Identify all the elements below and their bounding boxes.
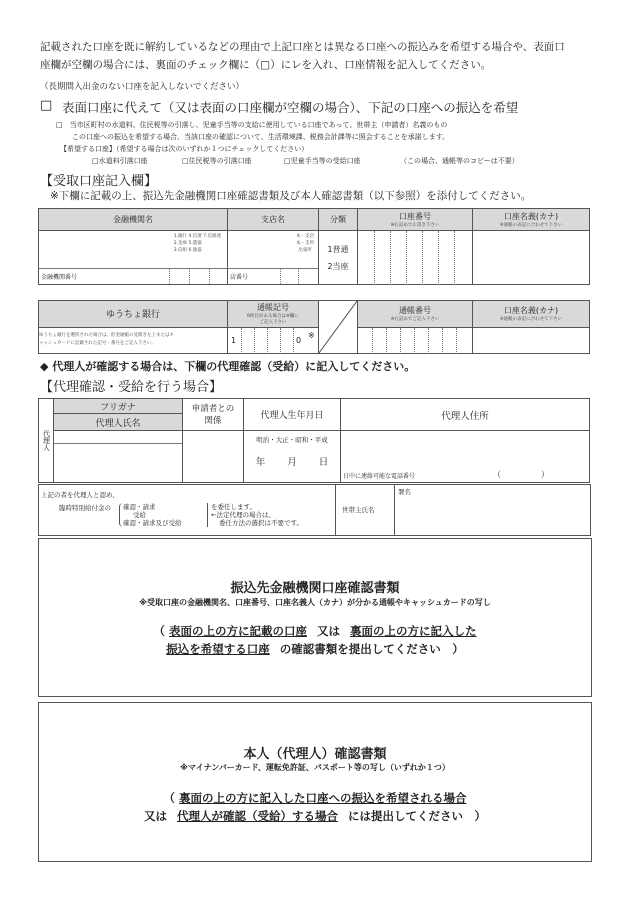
passbook-note-2: ご記入下さい [259,320,287,326]
passbook-number-label: 通帳番号 [399,306,431,316]
type-checking[interactable]: 2当座 [327,261,349,271]
branch-kind-3: 出張所 [298,248,312,253]
holder-name-cell[interactable] [473,231,590,285]
doc2-agent-case: 代理人が確認（受給）する場合 [177,809,338,823]
bank-doc-note: ※受取口座の金融機関名、口座番号、口座名義人（カナ）が分かる通帳やキャッシュカードの写し [139,598,491,607]
header-holder-note: ※通帳の表記に合わせて下さい [499,223,563,228]
dob-day: 日 [318,457,329,468]
receive-note: ※下欄に記載の上、振込先金融機関口座確認書類及び本人確認書類（以下参照）を添付してください。 [50,190,532,202]
option-heading: 表面口座に代えて（又は表面の口座欄が空欄の場合）、下記の口座への振込を希望 [62,100,519,115]
legal-note-1: ←法定代理の場合は、 [211,511,275,519]
branch-code-label: 店番号 [230,274,249,281]
doc1-front-account: 表面の上の方に記載の口座 [168,624,307,638]
delegation-box [38,484,336,536]
doc2-back-account: 裏面の上の方に記入した口座への振込を希望される場合 [179,791,467,805]
bank-code-label: 金融機関番号 [41,274,78,281]
agent-notice: ◆ 代理人が確認する場合は、下欄の代理確認（受給）に記入してください。 [40,360,416,373]
option-both[interactable]: 確認・請求及び受給 [123,519,182,527]
era-options[interactable]: 明治・大正・昭和・平成 [256,436,328,444]
yucho-note-2: ャッシュカードに記載された記号・番号をご記入下さい。 [39,341,156,347]
yucho-note-1: ゆうちょ銀行を選択された場合は、貯金通帳の見開き左上またはキ [39,333,174,339]
yucho-holder-label: 口座名義(カナ) [503,306,559,316]
bank-name-cell[interactable] [39,231,228,285]
dob-month: 月 [287,457,297,468]
passbook-note: 6桁目がある場合は※欄に [247,314,299,320]
id-doc-box [38,702,592,862]
passbook-number-note: ※右詰めでご記入下さい [390,317,440,323]
agent-name-cell[interactable] [54,431,183,483]
delegate-text: 上記の者を代理人と認め、 [41,491,119,499]
relation-label-2: 関係 [204,415,222,426]
choice-tax[interactable]: □住民税等の引落口座 [182,157,252,165]
header-branch: 支店名 [228,209,319,231]
doc2-paren: （ [163,791,175,805]
bank-table [38,208,590,285]
delegate-label: 臨時特別給付金の [59,504,111,512]
dob-year: 年 [255,457,266,468]
legal-note-2: 委任方法の選択は不要です。 [219,519,303,527]
doc1-submit-text: の確認書類を提出してください ） [279,642,464,656]
intro-line-2: 座欄が空欄の場合には、裏面のチェック欄に（□）にレを入れ、口座情報を記入してください。 [40,59,492,71]
bank-kind-1: 1.銀行 4.信連 7.信漁連 [173,234,221,239]
sign-label: 署名 [398,488,411,496]
option-sub-2: この口座への振込を希望する場合、当該口座の確認について、生活環境課、税務会計課等に照会することを承諾します。 [72,133,450,141]
relation-label-1: 申請者との [191,403,235,414]
yucho-label: ゆうちょ銀行 [39,301,228,328]
choice-child[interactable]: □児童手当等の受給口座 [284,157,361,165]
receive-title: 【受取口座記入欄】 [40,174,158,189]
header-bank: 金融機関名 [39,209,228,231]
furigana-label: フリガナ [54,399,183,414]
doc2-or: 又は [143,809,167,823]
choice-water[interactable]: □水道料引落口座 [92,157,148,165]
branch-kind-2: 本・支所 [296,241,314,246]
agent-table [38,398,590,483]
choice-note: （この場合、通帳等のコピーは不要） [400,157,519,165]
head-sign-cell[interactable] [394,484,591,536]
id-doc-note: ※マイナンバーカード、運転免許証、パスポート等の写し（いずれか１つ） [180,763,450,772]
relation-cell[interactable] [183,431,244,483]
passbook-digit-1: 1 [231,335,237,345]
type-regular[interactable]: 1普通 [327,244,349,254]
head-label-cell [334,484,395,536]
passbook-symbol-cell[interactable] [228,327,319,354]
header-type: 分類 [319,209,358,231]
doc2-submit-text: には提出してください ） [348,809,487,823]
agent-side-label: 代理人 [39,399,54,483]
doc1-back-account: 裏面の上の方に記入した [350,624,477,638]
intro-line-3: （長期間入出金のない口座を記入しないでください） [40,82,245,92]
diagonal-cell [319,301,358,354]
doc1-desired-account: 振込を希望する口座 [166,642,270,656]
yucho-holder-cell[interactable] [473,327,590,354]
bank-doc-box [38,538,592,697]
dob-label: 代理人生年月日 [244,399,341,431]
yucho-table [38,300,590,354]
option-sub-1: □ 当市区町村の水道料、住民税等の引落し、児童手当等の支給に使用している口座であって、世帯主（申請者）名義のもの [56,121,448,129]
branch-kind-1: 本・支店 [296,234,314,239]
account-number-cell[interactable] [358,231,473,285]
passbook-number-cell[interactable] [358,327,473,354]
header-account: 口座番号 [399,212,431,221]
agent-title: 【代理確認・受給を行う場合】 [40,380,223,395]
type-cell[interactable] [319,231,358,285]
address-label: 代理人住所 [341,399,590,431]
header-account-note: ※右詰めでお書き下さい [390,223,440,228]
option-receive[interactable]: 受給 [133,511,146,519]
passbook-digit-0: 0 [296,335,302,345]
option-sub-3: 【希望する口座】（希望する場合は次のいずれか１つにチェックしてください） [60,145,309,153]
phone-field[interactable]: （ ） [493,470,549,479]
phone-label: 日中に連絡可能な電話番号 [343,473,416,480]
entrust-text: を委任します。 [211,503,256,511]
yucho-holder-note: ※通帳の表記に合わせて下さい [499,317,563,323]
agent-name-label: 代理人氏名 [54,414,183,431]
dob-cell[interactable] [244,431,341,483]
header-holder: 口座名義(カナ) [503,212,559,221]
bank-kind-2: 2.金庫 5.農協 [173,241,202,246]
branch-name-cell[interactable] [228,231,319,285]
bank-kind-3: 3.信組 6.漁協 [173,248,202,253]
doc1-paren: （ [153,624,165,638]
passbook-asterisk: ※ [308,330,315,340]
address-cell[interactable] [341,431,590,483]
doc1-or: 又は [317,624,340,638]
option-checkbox[interactable]: □ [40,98,53,113]
passbook-label: 通帳記号 [257,303,289,313]
head-label: 世帯主氏名 [342,506,375,514]
intro-line-1: 記載された口座を既に解約しているなどの理由で上記口座とは異なる口座への振込みを希望する場合や、表面口 [40,41,565,53]
id-doc-title: 本人（代理人）確認書類 [243,747,387,762]
option-request[interactable]: 確認・請求 [123,503,156,511]
bank-doc-title: 振込先金融機関口座確認書類 [230,581,400,596]
